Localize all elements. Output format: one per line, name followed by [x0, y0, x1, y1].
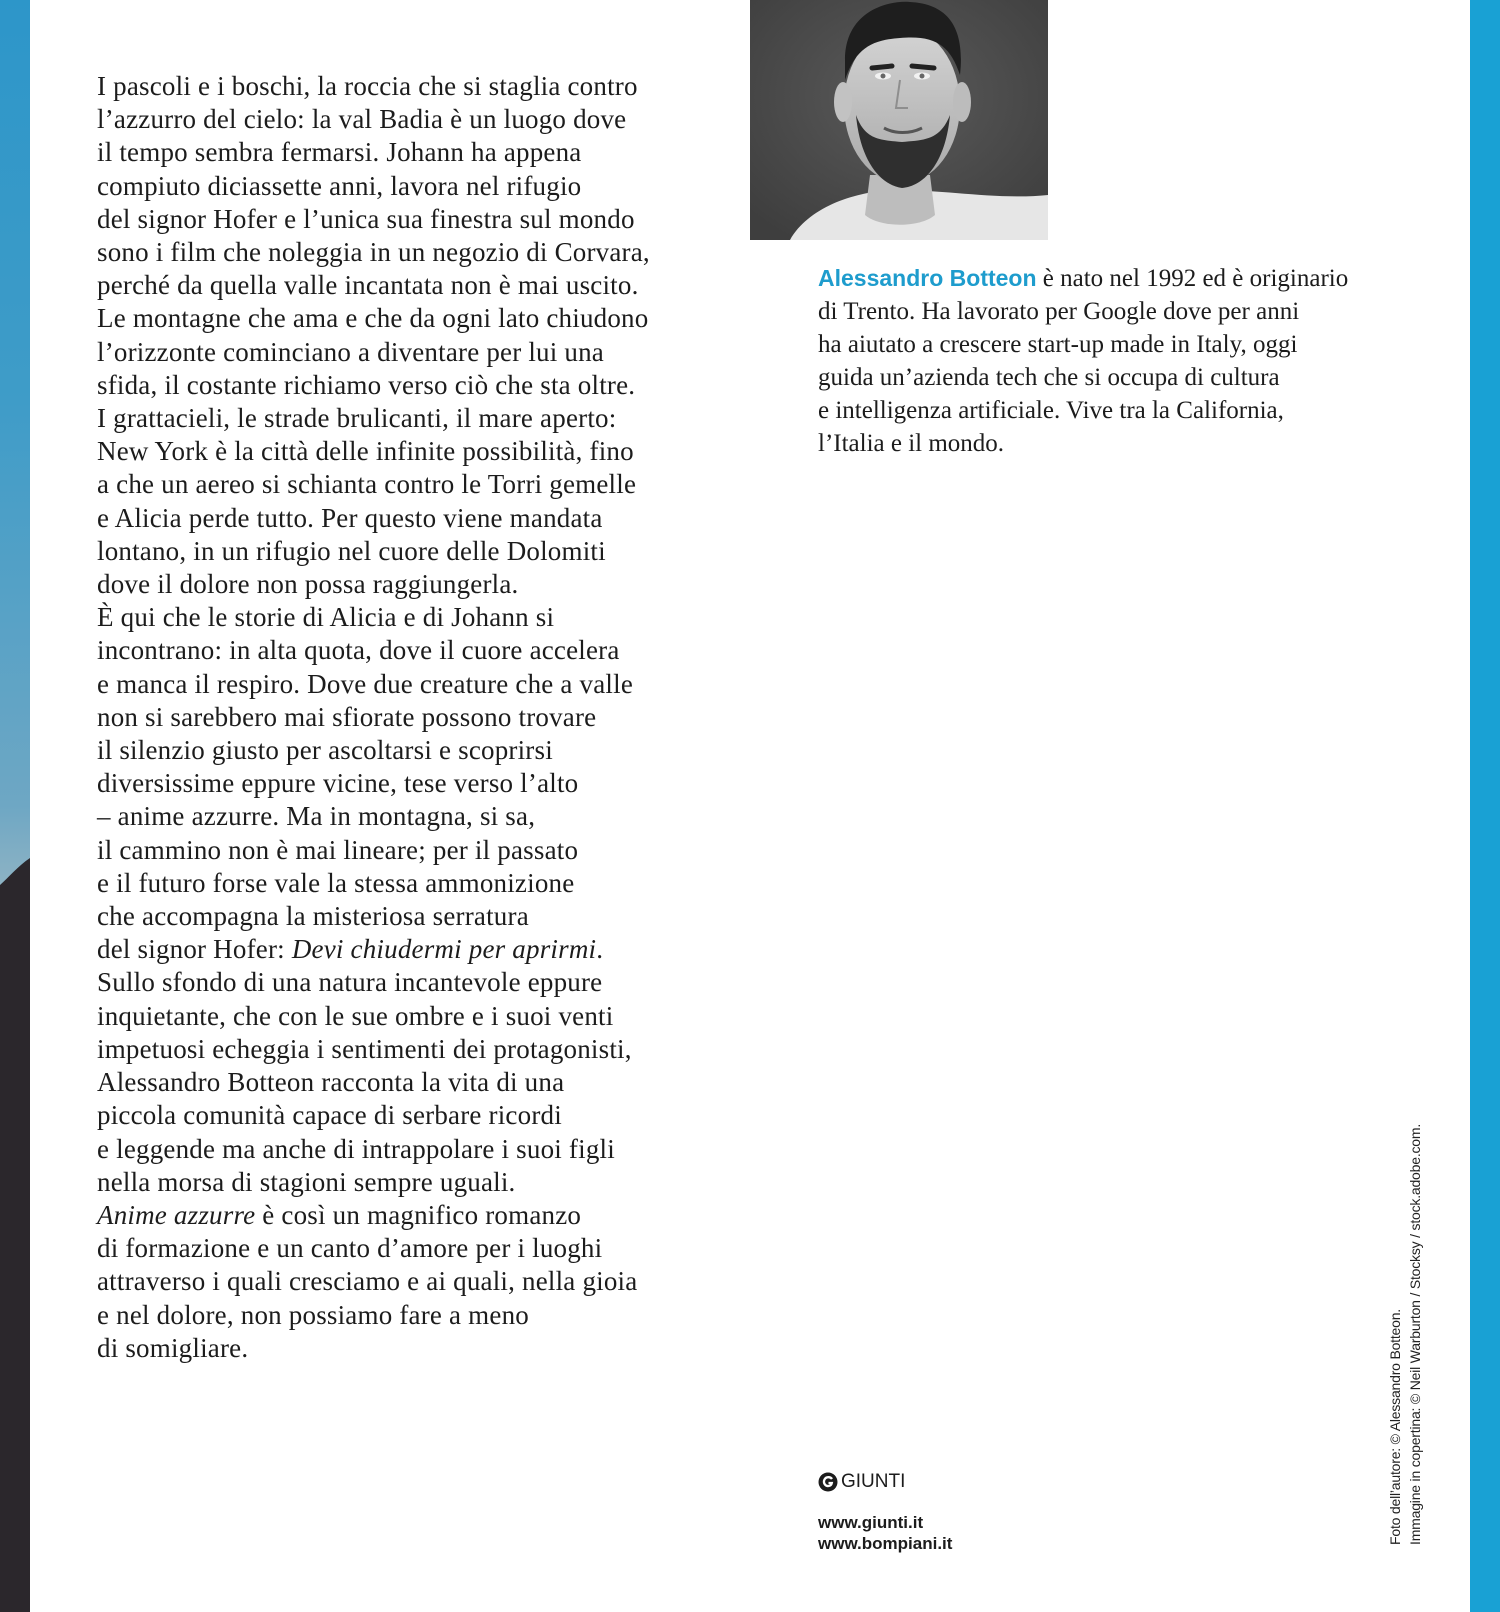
author-name: Alessandro Botteon	[818, 265, 1037, 291]
bio-lines	[818, 295, 1418, 460]
author-bio	[818, 262, 1418, 460]
blurb-lines-end	[97, 1232, 717, 1365]
blurb-line: e manca il respiro. Dove due creature che a valle	[97, 668, 634, 699]
giunti-website-link[interactable]: www.giunti.it	[818, 1513, 924, 1532]
blurb-line: di formazione e un canto d’amore per i luoghi	[97, 1233, 603, 1264]
cover-image-credit: Immagine in copertina: © Neil Warburton / Stocksy / stock.adobe.com.	[1407, 1123, 1423, 1545]
image-credits	[1385, 1124, 1425, 1545]
blurb-line: dove il dolore non possa raggiungerla.	[97, 569, 519, 600]
blurb-line: di somigliare.	[97, 1332, 249, 1363]
publisher-urls	[818, 1512, 952, 1554]
blurb-line: incontrano: in alta quota, dove il cuore accelera	[97, 635, 620, 666]
bompiani-website-link[interactable]: www.bompiani.it	[818, 1534, 953, 1553]
book-blurb	[97, 70, 717, 1365]
blurb-line: diversissime eppure vicine, tese verso l’alto	[97, 768, 579, 799]
cover-edge-blue-strip	[1470, 0, 1500, 1612]
blurb-line: sfida, il costante richiamo verso ciò che sta oltre.	[97, 369, 636, 400]
blurb-line: del signor Hofer e l’unica sua finestra sul mondo	[97, 203, 635, 234]
blurb-line: e leggende ma anche di intrappolare i suoi figli	[97, 1133, 615, 1164]
blurb-line: il silenzio giusto per ascoltarsi e scoprirsi	[97, 735, 553, 766]
author-photo-credit: Foto dell’autore: © Alessandro Botteon.	[1387, 1309, 1403, 1545]
blurb-line: l’azzurro del cielo: la val Badia è un luogo dove	[97, 104, 627, 135]
blurb-line: inquietante, che con le sue ombre e i suoi venti	[97, 1000, 614, 1031]
blurb-line: lontano, in un rifugio nel cuore delle Dolomiti	[97, 535, 606, 566]
blurb-line: sono i film che noleggia in un negozio di Corvara,	[97, 237, 650, 268]
blurb-line: e Alicia perde tutto. Per questo viene mandata	[97, 502, 603, 533]
blurb-line: attraverso i quali cresciamo e ai quali, nella gioia	[97, 1266, 638, 1297]
publisher-logo	[818, 1470, 952, 1494]
blurb-line: che accompagna la misteriosa serratura	[97, 901, 529, 932]
cover-edge-sky-strip	[0, 0, 30, 1612]
publisher-logo-text: GIUNTI	[841, 1471, 906, 1492]
blurb-line: Anime azzurre è così un magnifico romanzo	[97, 1199, 582, 1230]
blurb-lines	[97, 70, 717, 933]
blurb-line: il tempo sembra fermarsi. Johann ha appena	[97, 137, 582, 168]
giunti-g-logo-icon	[818, 1472, 838, 1492]
blurb-line: piccola comunità capace di serbare ricordi	[97, 1100, 562, 1131]
bio-line: l’Italia e il mondo.	[818, 430, 1005, 457]
blurb-line: l’orizzonte cominciano a diventare per lui una	[97, 336, 604, 367]
mountain-silhouette-icon	[0, 0, 30, 1612]
blurb-line: Le montagne che ama e che da ogni lato chiudono	[97, 303, 649, 334]
blurb-line: compiuto diciassette anni, lavora nel rifugio	[97, 170, 582, 201]
blurb-line: impetuosi echeggia i sentimenti dei protagonisti,	[97, 1033, 632, 1064]
publisher-block	[818, 1470, 952, 1554]
blurb-line: Alessandro Botteon racconta la vita di una	[97, 1067, 565, 1098]
blurb-line: il cammino non è mai lineare; per il passato	[97, 834, 579, 865]
bio-line: Alessandro Botteon è nato nel 1992 ed è originario	[818, 265, 1349, 292]
blurb-line: e il futuro forse vale la stessa ammonizione	[97, 867, 575, 898]
author-portrait-icon	[750, 0, 1048, 240]
blurb-line: del signor Hofer: Devi chiudermi per aprirmi.	[97, 934, 604, 965]
blurb-line: perché da quella valle incantata non è mai uscito.	[97, 270, 639, 301]
blurb-line: – anime azzurre. Ma in montagna, si sa,	[97, 801, 536, 832]
blurb-line: I pascoli e i boschi, la roccia che si staglia contro	[97, 71, 638, 101]
blurb-lines-after	[97, 966, 717, 1198]
blurb-line: Sullo sfondo di una natura incantevole eppure	[97, 967, 603, 998]
blurb-line: New York è la città delle infinite possibilità, fino	[97, 436, 634, 467]
blurb-line: È qui che le storie di Alicia e di Johann si	[97, 602, 555, 633]
bio-line: ha aiutato a crescere start-up made in Italy, oggi	[818, 331, 1298, 358]
blurb-line: a che un aereo si schianta contro le Torri gemelle	[97, 469, 637, 500]
author-photo	[750, 0, 1048, 240]
blurb-line: non si sarebbero mai sfiorate possono trovare	[97, 701, 597, 732]
book-title-italic: Anime azzurre	[97, 1199, 256, 1230]
blurb-line: e nel dolore, non possiamo fare a meno	[97, 1299, 529, 1330]
quote-italic: Devi chiudermi per aprirmi	[291, 934, 597, 965]
bio-line: e intelligenza artificiale. Vive tra la California,	[818, 397, 1284, 424]
blurb-line: nella morsa di stagioni sempre uguali.	[97, 1166, 516, 1197]
bio-line: guida un’azienda tech che si occupa di cultura	[818, 364, 1280, 391]
blurb-line: I grattacieli, le strade brulicanti, il mare aperto:	[97, 403, 617, 434]
bio-line: di Trento. Ha lavorato per Google dove per anni	[818, 298, 1300, 325]
